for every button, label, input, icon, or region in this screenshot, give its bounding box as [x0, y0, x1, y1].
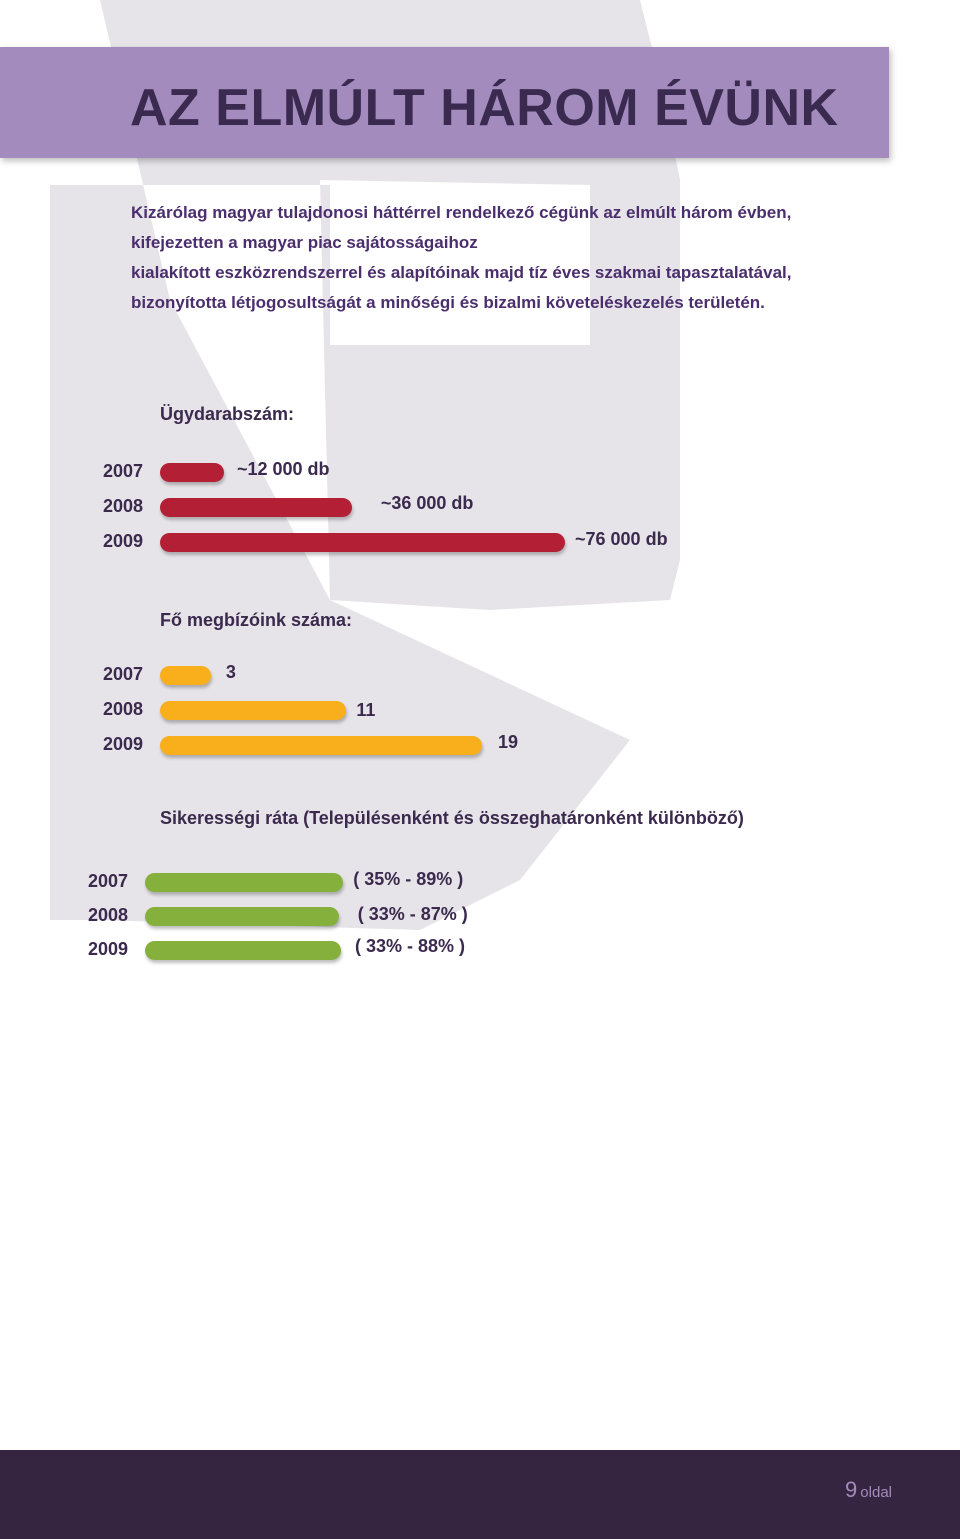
bar-2007 [145, 873, 343, 892]
year-label-2009: 2009 [102, 531, 143, 551]
page-number-word: oldal [860, 1484, 892, 1501]
bar-2007 [160, 666, 211, 685]
year-label-2008: 2008 [87, 905, 128, 925]
year-label-2007: 2007 [102, 664, 143, 684]
page-number [845, 1477, 892, 1503]
bar-value-label-2009: ( 33% - 88% ) [355, 936, 466, 956]
cases-chart-title: Ügydarabszám: [160, 404, 295, 424]
footer-bar [0, 1450, 960, 1539]
page-number-value: 9 [845, 1477, 858, 1502]
intro-paragraph [131, 198, 891, 318]
year-label-2009: 2009 [87, 939, 128, 959]
bar-value-label-2009: 19 [498, 732, 519, 752]
bar-value-label-2009: ~76 000 db [575, 529, 668, 549]
intro-line: Kizárólag magyar tulajdonosi háttérrel rendelkező cégünk az elmúlt három évben, [131, 203, 792, 222]
page-title: AZ ELMÚLT HÁROM ÉVÜNK [130, 79, 839, 137]
intro-line: bizonyította létjogosultságát a minőségi és bizalmi követeléskezelés területén. [131, 293, 765, 312]
bar-2009 [160, 533, 565, 552]
success-chart-title: Sikerességi ráta (Településenként és összeghatáronként különböző) [160, 808, 744, 828]
bar-2009 [145, 941, 341, 960]
year-label-2009: 2009 [102, 734, 143, 754]
year-label-2008: 2008 [102, 496, 143, 516]
bar-2009 [160, 736, 482, 755]
year-label-2008: 2008 [102, 699, 143, 719]
intro-line: kialakított eszközrendszerrel és alapítóinak majd tíz éves szakmai tapasztalatával, [131, 263, 792, 282]
bar-value-label-2008: 11 [356, 700, 376, 720]
bar-value-label-2007: ( 35% - 89% ) [353, 869, 464, 889]
bar-value-label-2007: ~12 000 db [236, 459, 330, 479]
bar-value-label-2007: 3 [225, 662, 236, 682]
clients-chart-title: Fő megbízóink száma: [160, 610, 353, 630]
bar-2008 [160, 498, 352, 517]
bar-2007 [160, 463, 224, 482]
bar-2008 [145, 907, 339, 926]
year-label-2007: 2007 [102, 461, 143, 481]
year-label-2007: 2007 [87, 871, 128, 891]
bar-2008 [160, 701, 346, 720]
bar-value-label-2008: ( 33% - 87% ) [357, 904, 468, 924]
bar-value-label-2008: ~36 000 db [380, 493, 474, 513]
intro-line: kifejezetten a magyar piac sajátosságaihoz [131, 233, 478, 252]
